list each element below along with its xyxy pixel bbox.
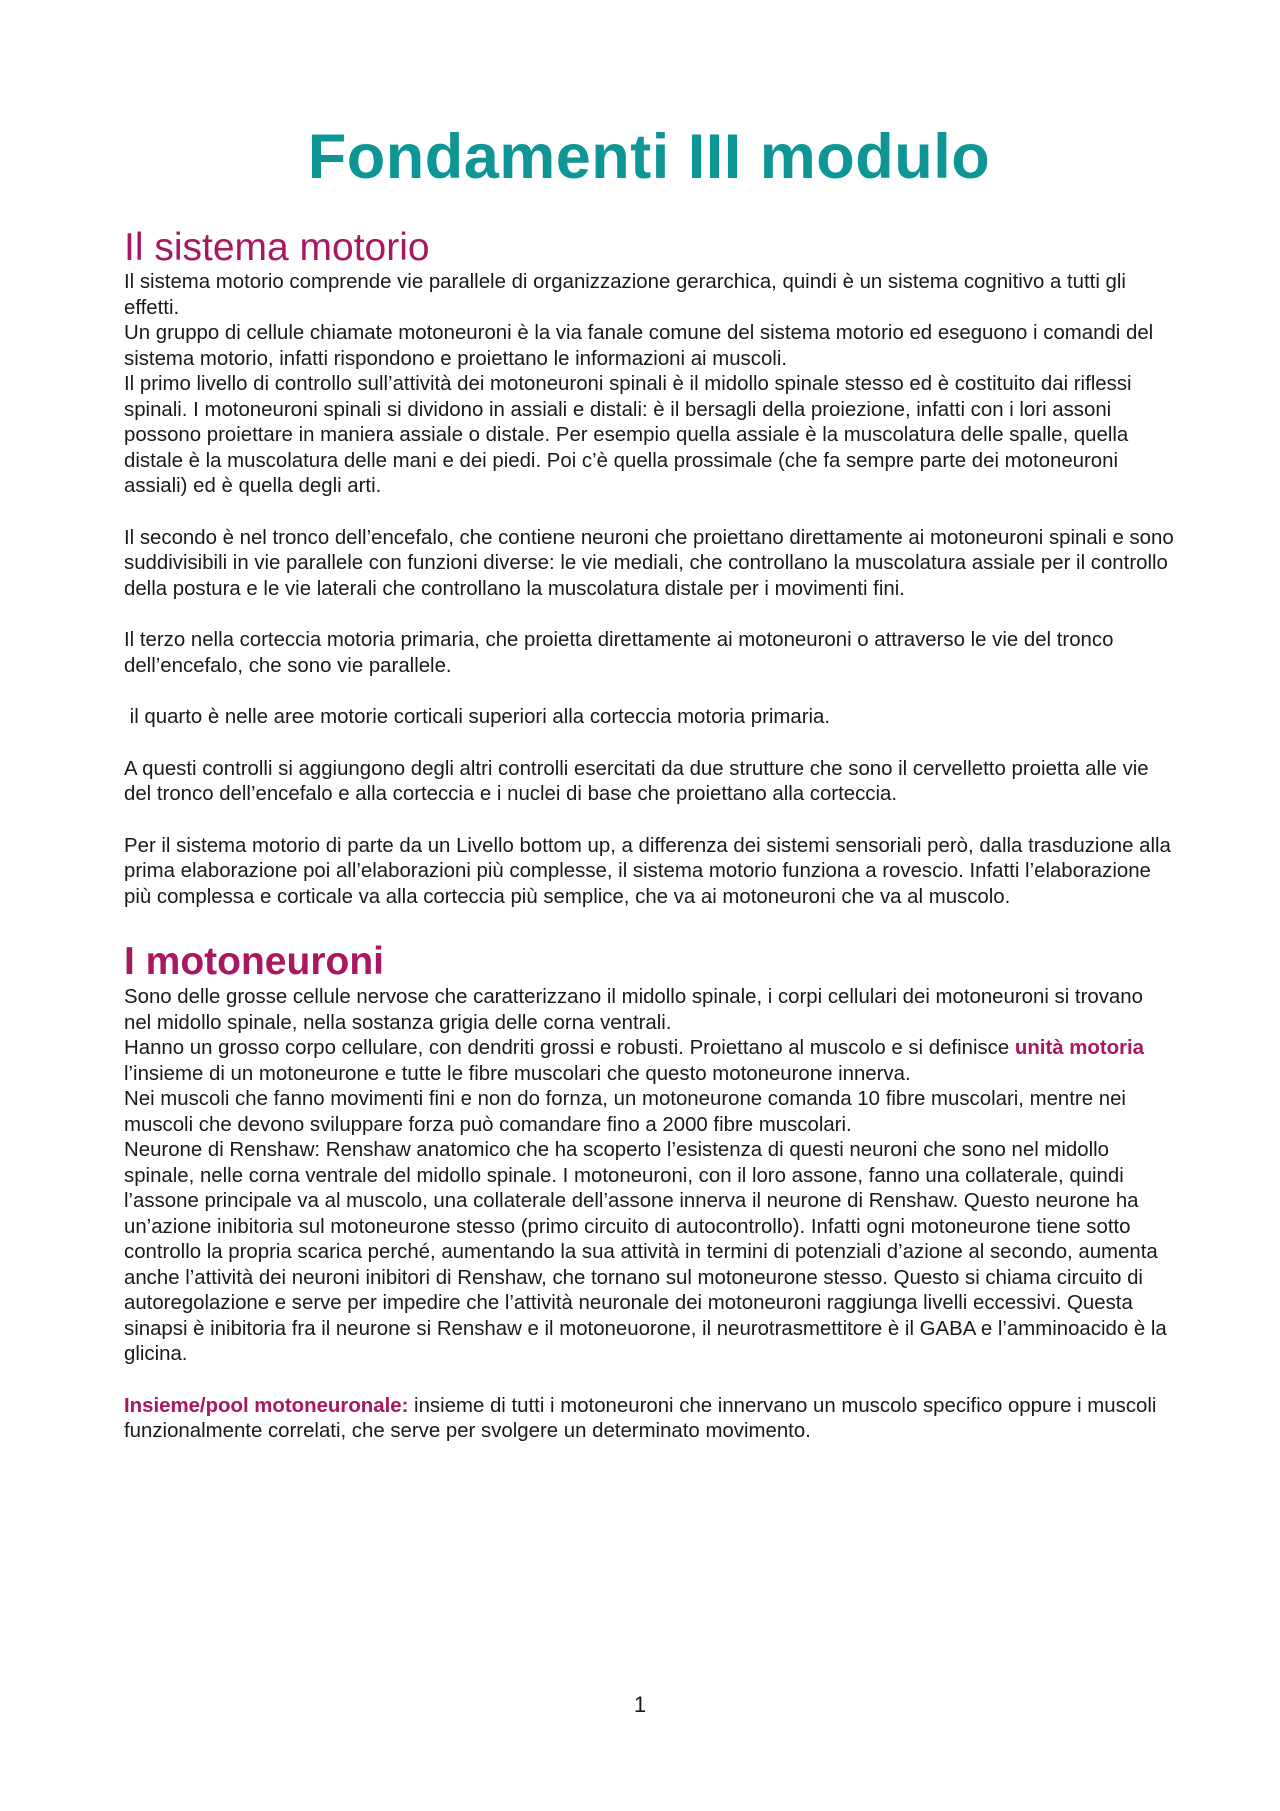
paragraph: Sono delle grosse cellule nervose che caratterizzano il midollo spinale, i corpi cellulari dei motoneuroni si trovano nel midollo spinale, nella sostanza grigia delle corna ventrali.	[124, 986, 1143, 1034]
text: Hanno un grosso corpo cellulare, con dendriti grossi e robusti. Proiettano al muscolo e si definisce	[124, 1037, 1015, 1060]
paragraph-unita-motoria	[124, 1036, 1174, 1087]
paragraph: Il sistema motorio comprende vie parallele di organizzazione gerarchica, quindi è un sistema cognitivo a tutti gli effetti.	[124, 271, 1126, 319]
paragraph: A questi controlli si aggiungono degli altri controlli esercitati da due strutture che sono il cervelletto proietta alle vie del tronco dell’encefalo e alla corteccia e i nuclei di base che proiettano alla corteccia.	[124, 757, 1149, 806]
paragraph: Il terzo nella corteccia motoria primaria, che proietta direttamente ai motoneuroni o attraverso le vie del tronco dell’encefalo, che sono vie parallele.	[124, 629, 1114, 677]
section-heading-sistema-motorio: Il sistema motorio	[124, 225, 430, 269]
page-number: 1	[633, 1692, 647, 1717]
paragraph: Un gruppo di cellule chiamate motoneuroni è la via fanale comune del sistema motorio ed eseguono i comandi del sistema motorio, infatti rispondono e proiettano le informazioni ai muscoli.	[124, 322, 1154, 370]
text: l’insieme di un motoneurone e tutte le fibre muscolari che questo motoneurone innerva.	[124, 1062, 911, 1085]
paragraph: Neurone di Renshaw: Renshaw anatomico che ha scoperto l’esistenza di questi neuroni che sono nel midollo spinale, nelle corna ventrale del midollo spinale. I motoneuroni, con il loro assone, fanno una collaterale, quindi l’assone principale va al muscolo, una collaterale dell’assone innerva il neurone di Renshaw. Questo neurone ha un’azione inibitoria sul motoneurone stesso (primo circuito di autocontrollo). Infatti ogni motoneurone tiene sotto controllo la propria scarica perché, aumentando la sua attività in termini di potenziali d’azione al secondo, aumenta anche l’attività dei neuroni inibitori di Renshaw, che tornano sul motoneurone stesso. Questo si chiama circuito di autoregolazione e serve per impedire che l’attività neuronale dei motoneuroni raggiunga livelli eccessivi. Questa sinapsi è inibitoria fra il neurone si Renshaw e il motoneuorone, il neurotrasmettitore è il GABA e l’amminoacido è la glicina.	[124, 1139, 1167, 1366]
paragraph: Il primo livello di controllo sull’attività dei motoneuroni spinali è il midollo spinale stesso ed è costituito dai riflessi spinali. I motoneuroni spinali si dividono in assiali e distali: è il bersagli della proiezione, infatti con i lori assoni possono proiettare in maniera assiale o distale. Per esempio quella assiale è la muscolatura delle spalle, quella distale è la muscolatura delle mani e dei piedi. Poi c’è quella prossimale (che fa sempre parte dei motoneuroni assiali) ed è quella degli arti.	[124, 373, 1132, 498]
term-unita-motoria: unità motoria	[1014, 1037, 1145, 1060]
paragraph: Il secondo è nel tronco dell’encefalo, che contiene neuroni che proiettano direttamente ai motoneuroni spinali e sono suddivisibili in vie parallele con funzioni diverse: le vie mediali, che controllano la muscolatura assiale per il controllo della postura e le vie laterali che controllano la muscolatura distale per i movimenti fini.	[124, 526, 1174, 600]
text: insieme di tutti i motoneuroni che innervano un muscolo specifico oppure i muscoli funzionalmente correlati, che serve per svolgere un determinato movimento.	[124, 1394, 1157, 1443]
paragraph: Per il sistema motorio di parte da un Livello bottom up, a differenza dei sistemi sensoriali però, dalla trasduzione alla prima elaborazione poi all’elaborazioni più complesse, il sistema motorio funziona a rovescio. Infatti l’elaborazione più complessa e corticale va alla corteccia più semplice, che va ai motoneuroni che va al muscolo.	[124, 834, 1171, 908]
paragraph-pool-motoneuronale	[124, 1394, 1174, 1445]
document-page	[124, 120, 1174, 1445]
paragraph: il quarto è nelle aree motorie corticali superiori alla corteccia motoria primaria.	[124, 706, 831, 729]
paragraph: Nei muscoli che fanno movimenti fini e non do fornza, un motoneurone comanda 10 fibre muscolari, mentre nei muscoli che devono sviluppare forza può comandare fino a 2000 fibre muscolari.	[124, 1088, 1126, 1136]
term-pool-motoneuronale: Insieme/pool motoneuronale:	[124, 1394, 409, 1417]
document-title: Fondamenti III modulo	[307, 122, 991, 192]
section-heading-motoneuroni: I motoneuroni	[124, 940, 384, 984]
